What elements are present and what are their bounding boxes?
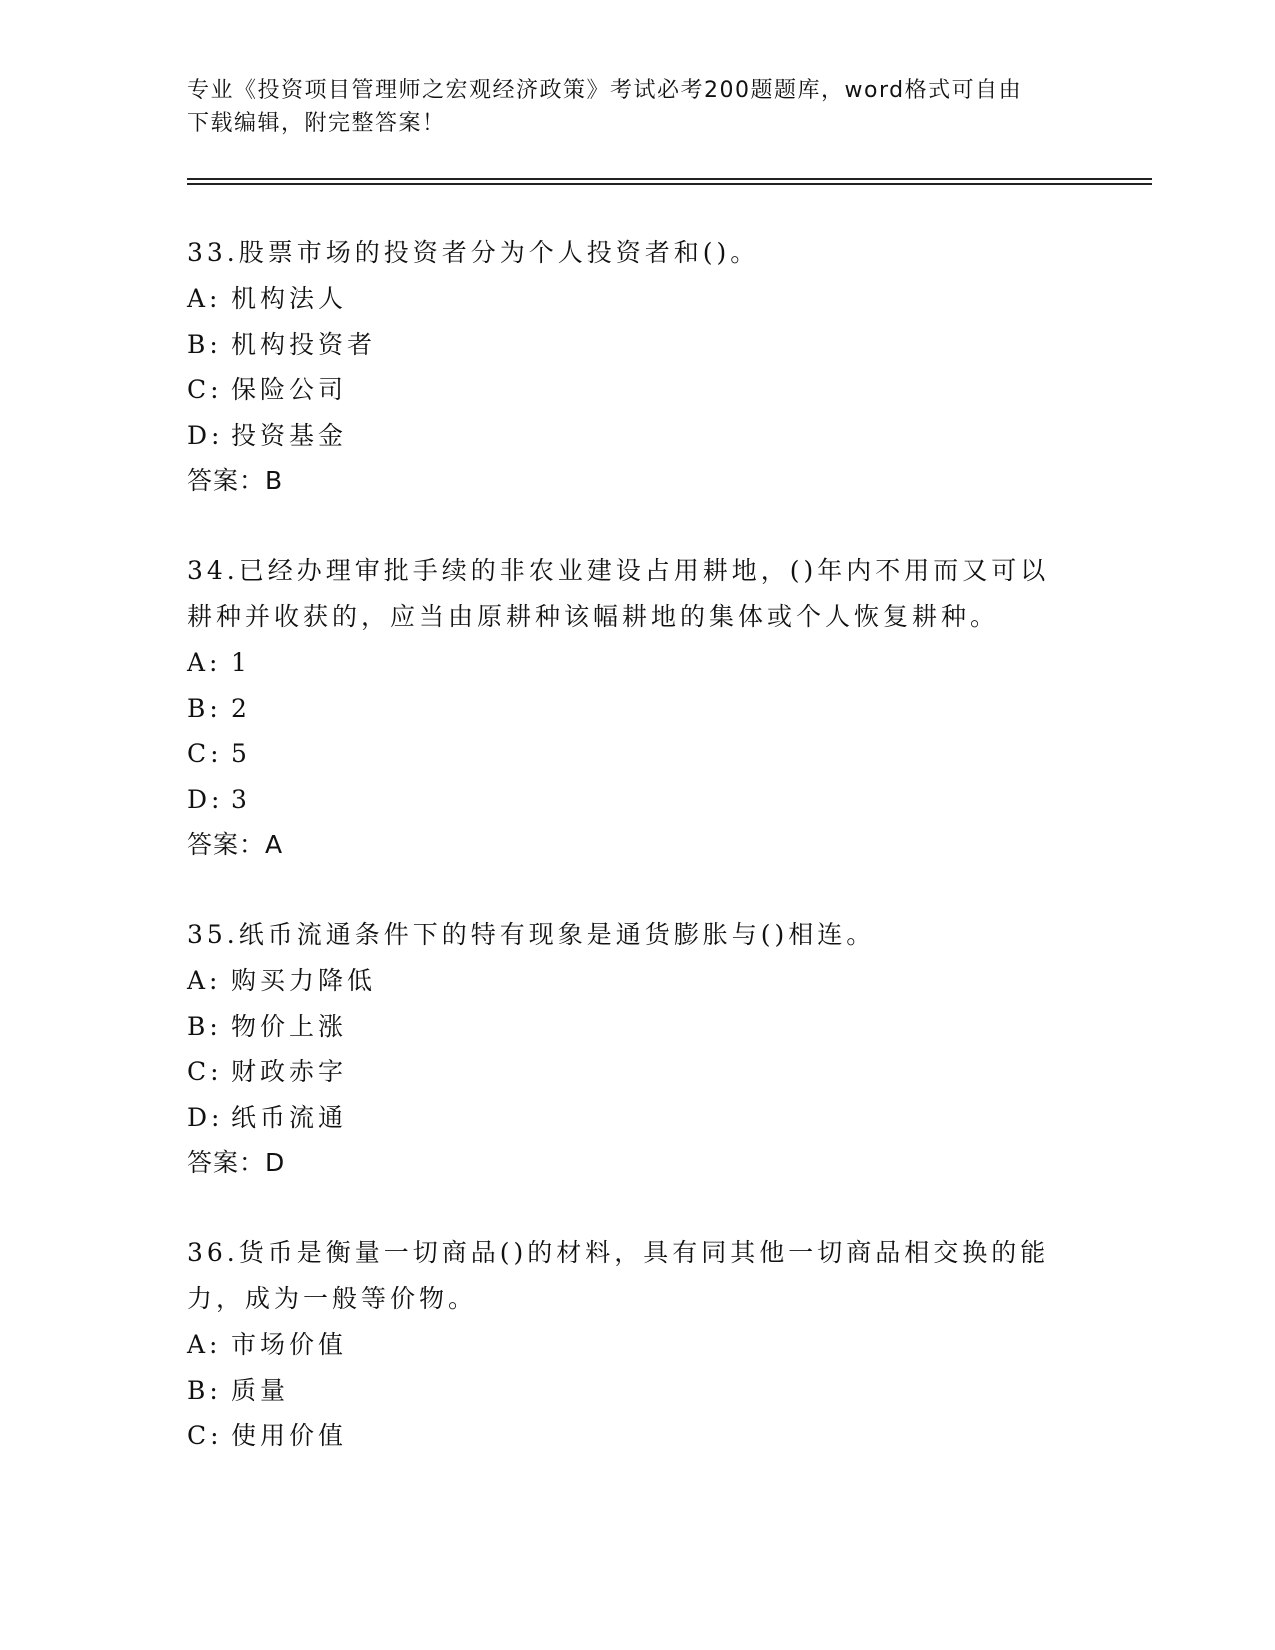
question-text: 36.货币是衡量一切商品()的材料，具有同其他一切商品相交换的能力，成为一般等价物。 [187, 1238, 1050, 1313]
option-text: 机构法人 [231, 284, 348, 313]
option-text: 市场价值 [231, 1330, 348, 1359]
option-key: B: [187, 1011, 222, 1041]
header-divider-bottom [187, 183, 1152, 185]
document-header [187, 74, 1067, 140]
option-text: 使用价值 [231, 1421, 348, 1450]
option-d [187, 777, 1077, 823]
option-text: 机构投资者 [231, 329, 377, 359]
header-divider-top [187, 178, 1152, 180]
option-key: D: [187, 420, 224, 450]
question-36 [187, 1230, 1077, 1459]
option-key: B: [187, 329, 222, 359]
option-key: B: [187, 693, 222, 723]
option-key: A: [187, 284, 222, 313]
option-key: C: [187, 739, 223, 768]
header-line-2: 下载编辑，附完整答案！ [187, 111, 446, 136]
option-text: 购买力降低 [231, 966, 377, 995]
option-b [187, 322, 1077, 368]
option-text: 保险公司 [231, 375, 348, 404]
option-b [187, 1004, 1077, 1050]
option-key: B: [187, 1375, 222, 1405]
option-text: 2 [231, 693, 251, 723]
option-a [187, 276, 1077, 322]
option-text: 1 [231, 648, 251, 677]
option-text: 3 [231, 784, 251, 814]
option-b [187, 1368, 1077, 1414]
option-key: C: [187, 375, 223, 404]
option-text: 投资基金 [231, 420, 348, 450]
question-text: 34.已经办理审批手续的非农业建设占用耕地，()年内不用而又可以耕种并收获的，应当由原耕种该幅耕地的集体或个人恢复耕种。 [187, 556, 1050, 631]
option-key: A: [187, 1330, 222, 1359]
question-34 [187, 548, 1077, 868]
option-text: 纸币流通 [231, 1102, 348, 1132]
question-text: 35.纸币流通条件下的特有现象是通货膨胀与()相连。 [187, 920, 876, 949]
question-list [187, 230, 1077, 1503]
option-text: 物价上涨 [231, 1011, 348, 1041]
option-text: 5 [231, 739, 251, 768]
option-d [187, 1095, 1077, 1141]
option-a [187, 958, 1077, 1004]
option-c [187, 367, 1077, 413]
option-key: C: [187, 1421, 223, 1450]
option-key: D: [187, 784, 224, 814]
option-key: C: [187, 1057, 223, 1086]
option-key: A: [187, 966, 222, 995]
option-c [187, 1413, 1077, 1459]
option-c [187, 731, 1077, 777]
option-key: D: [187, 1102, 224, 1132]
answer-label: 答案：A [187, 830, 284, 859]
answer-label: 答案：B [187, 466, 284, 495]
option-a [187, 1322, 1077, 1368]
option-key: A: [187, 648, 222, 677]
answer-label: 答案：D [187, 1148, 286, 1177]
question-text: 33.股票市场的投资者分为个人投资者和()。 [187, 238, 760, 267]
option-c [187, 1049, 1077, 1095]
option-text: 质量 [231, 1375, 290, 1405]
question-35 [187, 912, 1077, 1186]
option-text: 财政赤字 [231, 1057, 348, 1086]
question-33 [187, 230, 1077, 504]
option-a [187, 640, 1077, 686]
option-d [187, 413, 1077, 459]
header-line-1: 专业《投资项目管理师之宏观经济政策》考试必考200题题库，word格式可自由 [187, 78, 1023, 103]
option-b [187, 686, 1077, 732]
